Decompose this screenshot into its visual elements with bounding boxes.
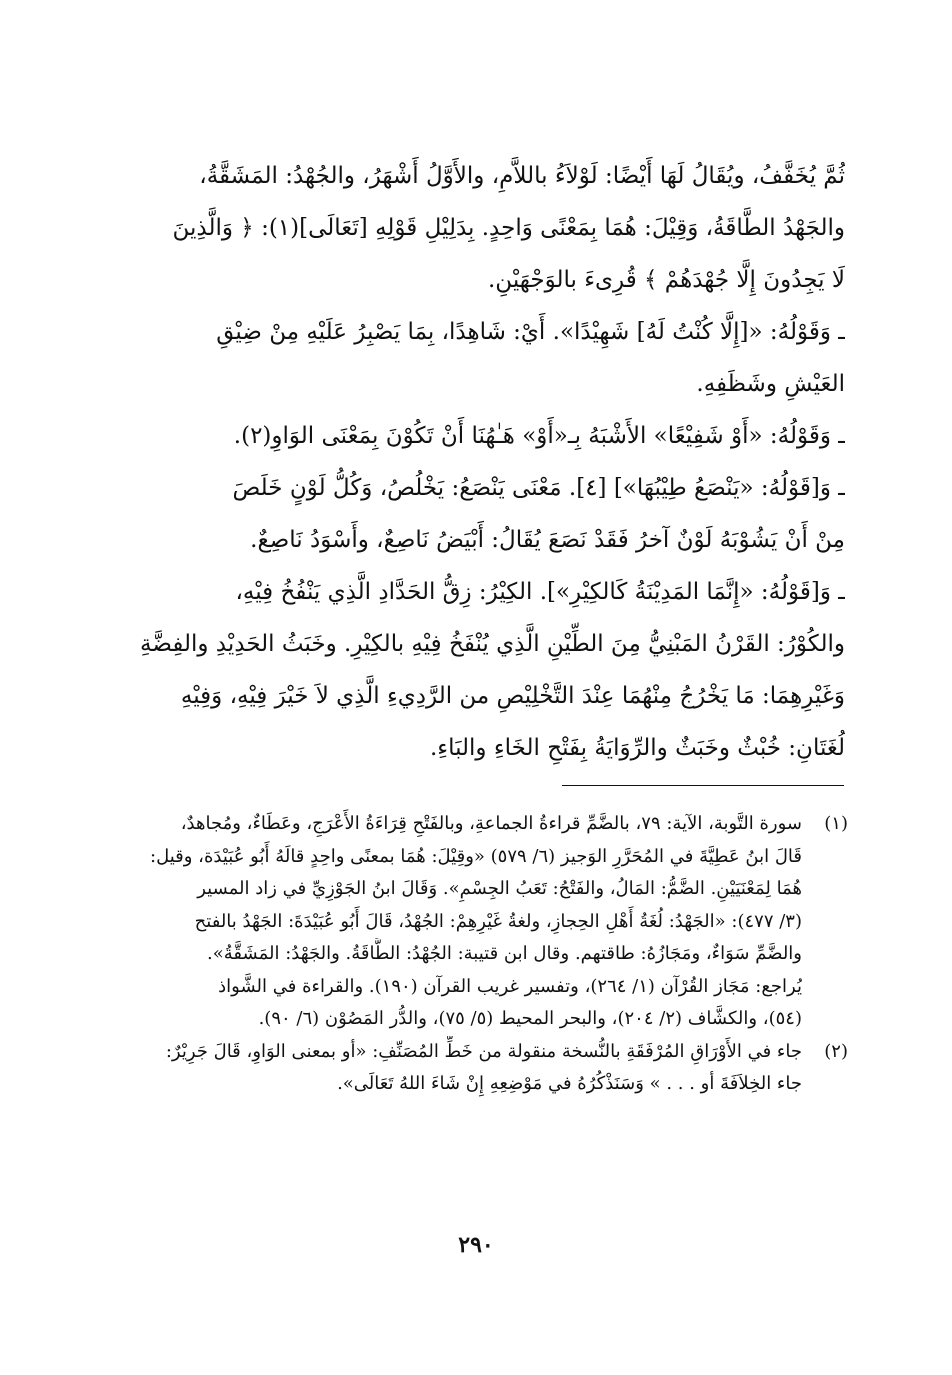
footnote-number: (٢) (824, 1040, 848, 1062)
footnote-line: (٥٤)، والكشَّاف (٢/ ٢٠٤)، والبحر المحيط (٥/ ٧٥)، والدُّر المَصُوْن (٦/ ٩٠). (258, 1008, 802, 1029)
footnote-line: هُمَا لِمَعْنَيَيْنِ. الضَّمُّ: المَالُ، والفَتْحُ: تَعَبُ الجِسْمِ». وَقَالَ ابنُ الجَوْزِيِّ في زاد المسير (197, 878, 802, 899)
page-number: ٢٩٠ (458, 1232, 494, 1258)
main-text-line: لُغَتَانِ: خُبْثٌ وخَبَثٌ والرِّوَايَةُ بِفَتْحِ الخَاءِ والبَاءِ. (429, 735, 845, 761)
main-text-line: العَيْشِ وشَظَفِهِ. (696, 371, 845, 397)
main-text-line: ـ وَ[قَوْلُهُ: «إِنَّمَا المَدِيْنَةُ كَالكِيْرِ»]. الكِيْرُ: زِقُّ الحَدَّادِ الَّذِي يَنْفُخُ فِيْهِ، (235, 579, 845, 605)
footnote-2 (108, 1036, 848, 1101)
footnote-body (108, 1036, 802, 1101)
footnote-line: جاء الخِلاَفَةَ أو . . . » وَسَنَذْكُرُهُ في مَوْضِعِهِ إِنْ شَاءَ اللهُ تَعَالَى». (337, 1073, 802, 1094)
main-text-line: والكُوْرُ: القَرْنُ المَبْنِيُّ مِنَ الطِّيْنِ الَّذِي يُنْفَخُ فِيْهِ بالكِيْرِ. وخَبَثُ الحَدِيْدِ والفِضَّةِ (140, 631, 845, 657)
footnotes-block (108, 808, 848, 1101)
main-text-line: لَا يَجِدُونَ إِلَّا جُهْدَهُمْ ﴾ قُرِىءَ بالوَجْهَيْنِ. (488, 267, 845, 293)
main-text-line: ـ وَقَوْلُهُ: «أَوْ شَفِيْعًا» الأَشْبَهُ بِـ«أَوْ» هَـٰهُنَا أَنْ تَكُوْنَ بِمَعْنَى الوَاوِ(٢). (233, 423, 845, 449)
main-text-line: والجَهْدُ الطَّاقَةُ، وَقِيْلَ: هُمَا بِمَعْنًى وَاحِدٍ. بِدَلِيْلِ قَوْلِهِ [تَعَالَى](١): ﴿ وَالَّذِينَ (172, 215, 845, 241)
footnote-divider (562, 785, 844, 786)
footnote-body (108, 808, 802, 1036)
footnote-line: والضَّمِّ سَوَاءٌ، ومَجَازُهُ: طاقتهم. وقال ابن قتيبة: الجُهْدُ: الطَّاقَةُ. والجَهْدُ: المَشَقَّةُ». (207, 943, 802, 964)
main-text-line: ـ وَقَوْلُهُ: «[إِلَّا كُنْتُ لَهُ] شَهِيْدًا». أَيْ: شَاهِدًا، بِمَا يَصْبِرُ عَلَيْهِ مِنْ ضِيْقِ (216, 319, 845, 345)
main-text-line: وَغَيْرِهِمَا: مَا يَخْرُجُ مِنْهُمَا عِنْدَ التَّخْلِيْصِ من الرَّدِيءِ الَّذِي لاَ خَيْرَ فِيْهِ، وَفِيْهِ (180, 683, 845, 709)
footnote-1 (108, 808, 848, 1036)
main-text-line: مِنْ أَنْ يَشُوْبَهُ لَوْنٌ آخرُ فَقَدْ نَصَعَ يُقَالُ: أَبْيَضُ نَاصِعٌ، وأَسْوَدُ نَاصِعٌ. (250, 527, 845, 553)
main-text-block (110, 150, 845, 774)
footnote-line: قَالَ ابنُ عَطِيَّةَ في المُحَرَّرِ الوَجيز (٦/ ٥٧٩) «وقِيْلَ: هُمَا بمعنًى واحِدٍ قالَهُ أَبُو عُبَيْدَة، وقيل: (150, 845, 802, 867)
footnote-line: جاء في الأَوْرَاقِ المُرْفَقَةِ بالنُّسخة منقولة من خَطِّ المُصَنِّفِ: «أو بمعنى الوَاوِ، قَالَ جَرِيْرٌ: (165, 1040, 802, 1062)
main-text-line: ثُمَّ يُخَفَّفُ، ويُقَالُ لَهَا أَيْضًا: لَوْلاَءُ باللاَّمِ، والأَوَّلُ أَشْهَرُ، والجُهْدُ: المَشَقَّةُ، (199, 163, 845, 189)
footnote-number: (١) (824, 813, 848, 834)
footnote-line: (٣/ ٤٧٧): «الجَهْدُ: لُغَةُ أَهْلِ الحِجازِ، ولغةُ غَيْرِهِمْ: الجُهْدُ، قَالَ أَبُو عُبَيْدَةَ: الجَهْدُ بالفتح (194, 910, 802, 932)
main-text-line: ـ وَ[قَوْلُهُ: «يَنْصَعُ طِيْبُهَا»] [٤]. مَعْنَى يَنْصَعُ: يَخْلُصُ، وَكُلُّ لَوْنٍ خَلَصَ (232, 475, 845, 501)
footnote-line: سورة التَّوبة، الآية: ٧٩، بالضَّمِّ قراءةُ الجماعةِ، وبالفَتْحِ قِرَاءَةُ الأَعْرَجِ، وعَطَاءٌ، ومُجاهدٌ، (180, 813, 802, 834)
footnote-line: يُراجع: مَجَاز القُرْآن (١/ ٢٦٤)، وتفسير غريب القرآن (١٩٠). والقراءة في الشَّواذ (218, 975, 802, 997)
